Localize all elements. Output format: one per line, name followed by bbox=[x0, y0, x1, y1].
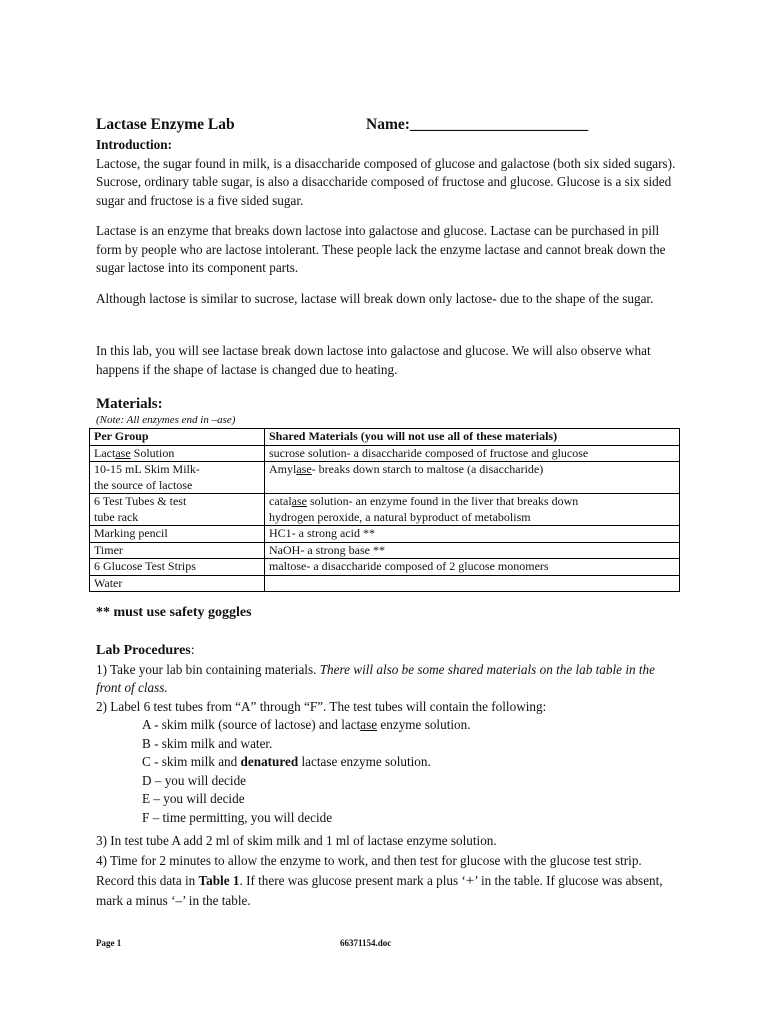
procedure-step-2: 2) Label 6 test tubes from “A” through “F”. The test tubes will contain the following: bbox=[96, 698, 547, 714]
shared-material-cell bbox=[265, 445, 680, 462]
tube-a-text: A - skim milk (source of lactose) and lact bbox=[142, 717, 361, 732]
shared-material-cell bbox=[265, 542, 680, 559]
step-1-text: 1) Take your lab bin containing materials. bbox=[96, 661, 320, 677]
table-row bbox=[90, 575, 680, 592]
procedures-continued bbox=[96, 832, 676, 911]
safety-note: ** must use safety goggles bbox=[96, 605, 252, 620]
cell-text: Solution bbox=[130, 445, 175, 460]
shared-material-cell bbox=[265, 526, 680, 543]
intro-paragraph-2-wrap bbox=[96, 222, 676, 278]
cell-text: 6 Glucose Test Strips bbox=[94, 559, 196, 573]
footer-filename: 66371154.doc bbox=[340, 938, 392, 948]
step-4-bold: Table 1 bbox=[198, 872, 240, 888]
per-group-cell bbox=[90, 462, 265, 494]
procedure-step-1 bbox=[96, 661, 676, 698]
materials-note: (Note: All enzymes end in –ase) bbox=[96, 414, 236, 426]
procedures-heading: Lab Procedures bbox=[96, 643, 191, 658]
per-group-cell bbox=[90, 445, 265, 462]
tube-a-item bbox=[96, 716, 676, 735]
materials-table bbox=[89, 428, 680, 592]
intro-paragraph-2: Lactase is an enzyme that breaks down lactose into galactose and glucose. Lactase can be purchased in pill form by people who are lactose intolerant. These people lack the enzyme lactase and cannot break down the sugar lactose into its component parts. bbox=[96, 223, 666, 275]
tube-f-item: F – time permitting, you will decide bbox=[142, 809, 333, 825]
cell-text-line-2: the source of lactose bbox=[94, 477, 193, 492]
materials-heading: Materials: bbox=[96, 396, 163, 412]
name-field-label: Name:_______________________ bbox=[366, 116, 589, 133]
cell-text: Amyl bbox=[269, 462, 297, 476]
tube-c-bold: denatured bbox=[240, 754, 299, 769]
table-header-row bbox=[90, 429, 680, 446]
cell-text: Marking pencil bbox=[94, 526, 168, 540]
cell-text-line-2: tube rack bbox=[94, 509, 139, 524]
table-row bbox=[90, 494, 680, 526]
column-header-shared-materials: Shared Materials (you will not use all of these materials) bbox=[265, 429, 680, 446]
tube-e-item: E – you will decide bbox=[142, 791, 245, 806]
per-group-cell bbox=[90, 559, 265, 576]
table-row bbox=[90, 462, 680, 494]
shared-material-cell bbox=[265, 494, 680, 526]
introduction-heading: Introduction: bbox=[96, 137, 172, 152]
cell-text: sucrose solution- a disaccharide composed of fructose and glucose bbox=[269, 445, 589, 460]
procedure-step-4 bbox=[96, 851, 676, 911]
step-1-italic-text: There will also be some shared materials on the lab table in the front of class. bbox=[96, 661, 655, 695]
tube-b-item: B - skim milk and water. bbox=[142, 735, 273, 751]
step-4-mid: . If there was glucose present mark a plus ‘ bbox=[239, 872, 466, 888]
cell-text: NaOH- a strong base ** bbox=[269, 542, 385, 557]
title-row bbox=[96, 116, 676, 136]
plus-sign: + bbox=[465, 872, 475, 889]
procedure-step-3: 3) In test tube A add 2 ml of skim milk and 1 ml of lactase enzyme solution. bbox=[96, 833, 497, 848]
table-row bbox=[90, 559, 680, 576]
page-title: Lactase Enzyme Lab bbox=[96, 116, 235, 133]
procedures-section bbox=[96, 642, 676, 827]
footer-page-number: Page 1 bbox=[96, 938, 122, 948]
shared-material-cell bbox=[265, 559, 680, 576]
cell-text: 10-15 mL Skim Milk- bbox=[94, 462, 200, 476]
cell-text: Timer bbox=[94, 542, 123, 557]
tube-a-text-end: enzyme solution. bbox=[377, 717, 471, 732]
step-4-text: 4) Time for 2 minutes to allow the enzyme to work, and then test for glucose with the glucose test strip. Record this data in bbox=[96, 852, 642, 888]
intro-paragraph-4: In this lab, you will see lactase break down lactose into galactose and glucose. We will also observe what happens if the shape of lactase is changed due to heating. bbox=[96, 343, 651, 377]
cell-text: ase bbox=[291, 494, 307, 508]
table-row bbox=[90, 526, 680, 543]
cell-text: ase bbox=[296, 462, 312, 476]
intro-paragraph-1: Lactose, the sugar found in milk, is a disaccharide composed of glucose and galactose (both six sided sugars). Sucrose, ordinary table sugar, is also a disaccharide composed of fructose and glucose. Glucose is a six sided sugar and fructose is a five sided sugar. bbox=[96, 155, 676, 208]
materials-heading-wrap bbox=[96, 395, 676, 427]
intro-paragraph-4-wrap bbox=[96, 342, 676, 379]
per-group-cell bbox=[90, 542, 265, 559]
per-group-cell bbox=[90, 526, 265, 543]
cell-text: - breaks down starch to maltose (a disaccharide) bbox=[311, 462, 544, 476]
safety-note-wrap bbox=[96, 604, 676, 623]
cell-text: 6 Test Tubes & test bbox=[94, 494, 187, 508]
cell-text: solution- an enzyme found in the liver that breaks down bbox=[306, 494, 579, 508]
cell-text: ase bbox=[115, 445, 131, 460]
per-group-cell bbox=[90, 575, 265, 592]
table-row bbox=[90, 445, 680, 462]
materials-table-body bbox=[90, 445, 680, 592]
cell-text: maltose- a disaccharide composed of 2 glucose monomers bbox=[269, 559, 549, 573]
shared-material-cell bbox=[265, 575, 680, 592]
cell-text-line-2: hydrogen peroxide, a natural byproduct of metabolism bbox=[269, 509, 531, 524]
table-row bbox=[90, 542, 680, 559]
intro-paragraph-3: Although lactose is similar to sucrose, lactase will break down only lactose- due to the shape of the sugar. bbox=[96, 291, 654, 306]
column-header-per-group: Per Group bbox=[90, 429, 265, 446]
cell-text: HC1- a strong acid ** bbox=[269, 526, 375, 540]
tube-c-text-end: lactase enzyme solution. bbox=[298, 754, 431, 769]
per-group-cell bbox=[90, 494, 265, 526]
procedures-heading-colon: : bbox=[190, 643, 195, 658]
step-4-end: ’ in the table. If glucose was absent, mark a minus ‘–’ in the table. bbox=[96, 872, 663, 908]
shared-material-cell bbox=[265, 462, 680, 494]
cell-text: Lact bbox=[94, 445, 116, 460]
cell-text: Water bbox=[94, 575, 123, 590]
cell-text: catal bbox=[269, 494, 292, 508]
tube-a-underline: ase bbox=[360, 717, 378, 732]
introduction-section bbox=[96, 136, 676, 210]
procedures-heading-line bbox=[96, 642, 676, 661]
tube-c-text: C - skim milk and bbox=[142, 754, 241, 769]
tube-d-item: D – you will decide bbox=[142, 772, 247, 788]
tube-c-item bbox=[96, 753, 676, 772]
intro-paragraph-3-wrap bbox=[96, 290, 676, 309]
